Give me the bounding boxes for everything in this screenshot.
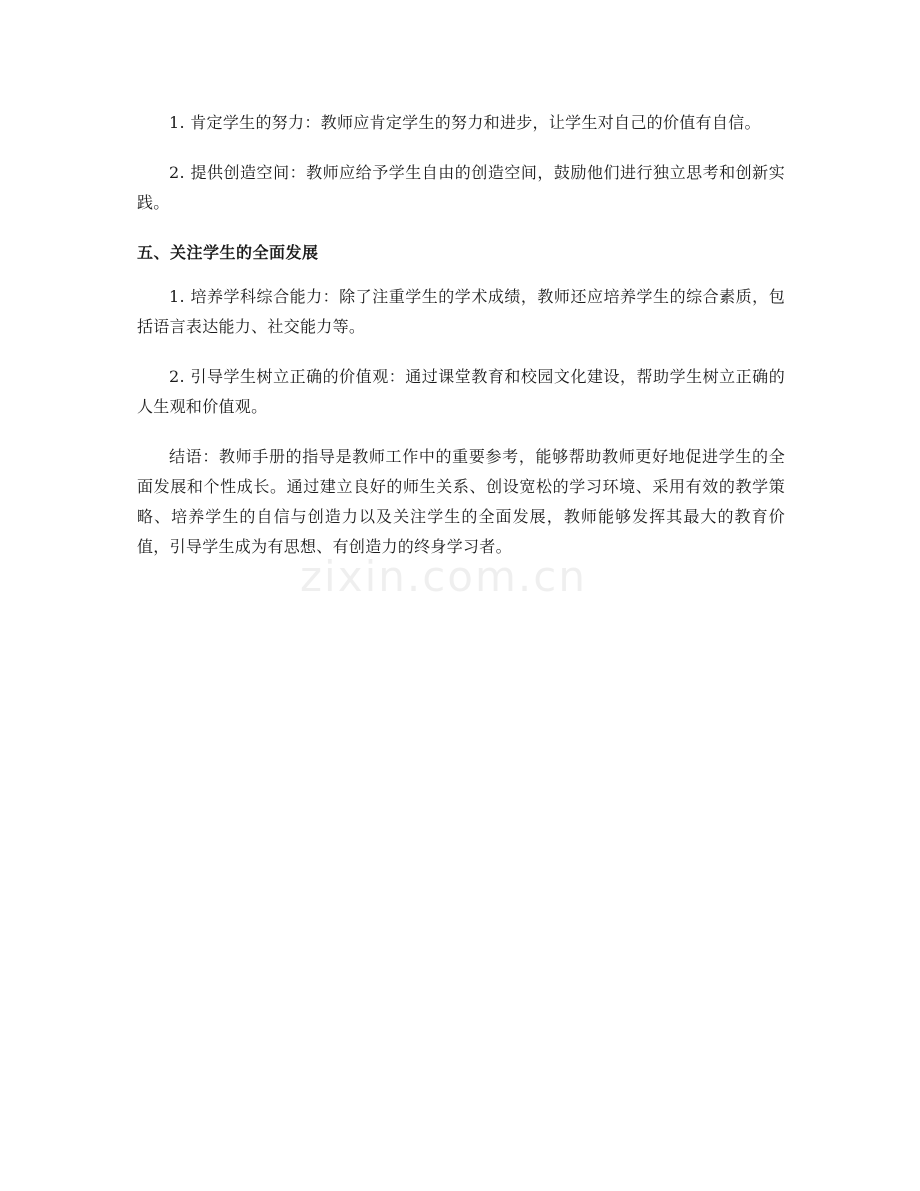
watermark-text: zixin.com.cn bbox=[300, 552, 587, 601]
paragraph-values-guidance: 2. 引导学生树立正确的价值观：通过课堂教育和校园文化建设，帮助学生树立正确的人生观和价值观。 bbox=[137, 367, 785, 416]
document-body bbox=[137, 108, 785, 582]
paragraph-conclusion: 结语：教师手册的指导是教师工作中的重要参考，能够帮助教师更好地促进学生的全面发展和个性成长。通过建立良好的师生关系、创设宽松的学习环境、采用有效的教学策略、培养学生的自信与创造力以及关注学生的全面发展，教师能够发挥其最大的教育价值，引导学生成为有思想、有创造力的终身学习者。 bbox=[137, 447, 785, 556]
section-heading: 五、关注学生的全面发展 bbox=[137, 243, 319, 262]
paragraph-comprehensive-ability: 1. 培养学科综合能力：除了注重学生的学术成绩，教师还应培养学生的综合素质，包括语言表达能力、社交能力等。 bbox=[137, 287, 785, 336]
paragraph-affirm-effort: 1. 肯定学生的努力：教师应肯定学生的努力和进步，让学生对自己的价值有自信。 bbox=[169, 113, 761, 132]
paragraph-creative-space: 2. 提供创造空间：教师应给予学生自由的创造空间，鼓励他们进行独立思考和创新实践。 bbox=[137, 163, 785, 212]
